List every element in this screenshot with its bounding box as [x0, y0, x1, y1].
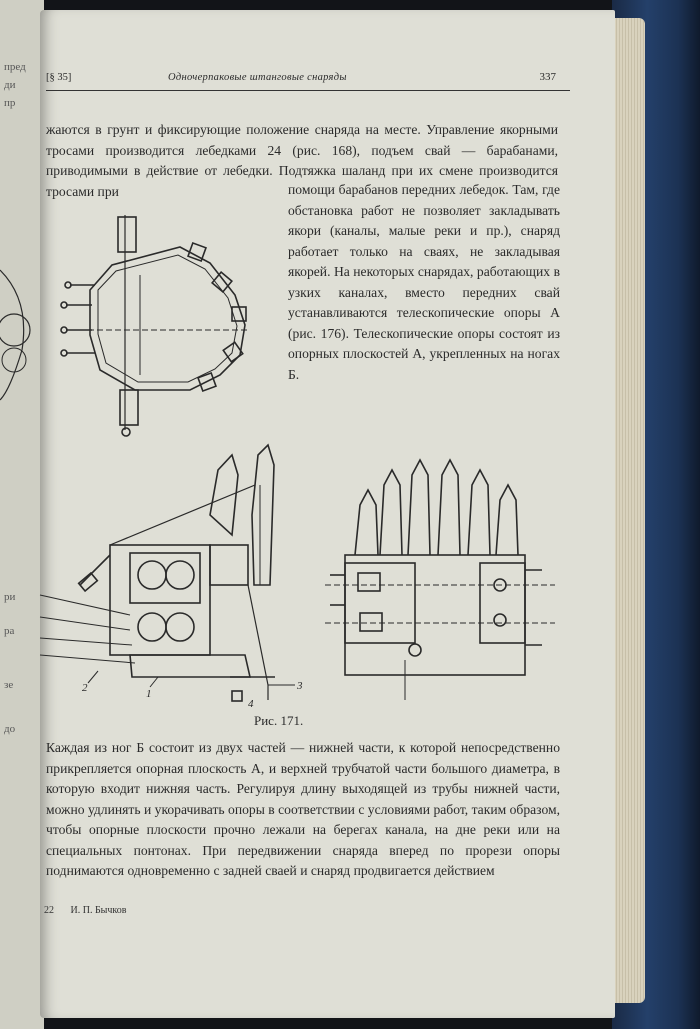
left-page-fragment: ри: [4, 591, 16, 603]
figure-front-view: [320, 445, 560, 705]
left-page-fragment: зе: [4, 679, 14, 691]
paragraph-bottom: Каждая из ног Б состоит из двух частей — нижней части, к которой непосредственно прикрепляется опорная плоскость А, и верхней трубчатой части большого диаметра, в которую входит нижняя часть. Регулируя длину выходящей из трубы нижней части, можно удлинять и укорачивать опоры в соответствии с условиями работ, таким образом, чтобы опорные плоскости прочно лежали на берегах канала, на дне реки или на специальных понтонах. При передвижении снаряда вперед по прорези опоры поднимаются одновременно с задней сваей и снаряд продвигается действием: [46, 740, 560, 878]
section-ref: [§ 35]: [46, 72, 72, 83]
figure-caption: Рис. 171.: [254, 713, 304, 728]
running-header: [46, 70, 570, 91]
left-page-fragment: ра: [4, 625, 15, 637]
left-page-fragment: пр: [4, 97, 16, 109]
left-page-fragment: ди: [4, 79, 16, 91]
left-page-fragment: пред: [4, 61, 26, 73]
running-title: Одночерпаковые штанговые снаряды: [168, 72, 347, 83]
book-page: [40, 10, 615, 1018]
left-page: [0, 0, 44, 1029]
signature-mark: 22: [44, 905, 54, 916]
figure-top-left: [40, 205, 260, 455]
author-mark: И. П. Бычков: [70, 905, 127, 916]
page-number: 337: [539, 71, 556, 83]
left-page-drawing: [0, 0, 44, 1029]
page-footer: [44, 905, 141, 916]
figure-label-4: 4: [248, 698, 254, 710]
figure-label-3: 3: [297, 680, 303, 692]
figure-side-view: [40, 445, 320, 710]
paragraph-column: помощи барабанов передних лебедок. Там, где обстановка работ не позволяет закладывать якори (каналы, малые реки и пр.), снаряд работает только на сваях, не закладывая якорей. На некоторых снарядах, работающих в узких каналах, вместо передних свай устанавливаются телескопические опоры А (рис. 176). Телескопические опоры состоят из опорных плоскостей А, укрепленных на ногах Б.: [288, 182, 560, 382]
left-page-fragment: до: [4, 723, 16, 735]
figure-label-2: 2: [82, 682, 88, 694]
figure-label-1: 1: [146, 688, 152, 700]
paragraph-top: жаются в грунт и фиксирующие положение снаряда на месте. Управление якорными тросами производится лебедками 24 (рис. 168), подъем свай — барабанами, приводимыми в действие от лебедки. Подтяжка шаланд при их смене производится тросами при: [46, 122, 558, 199]
